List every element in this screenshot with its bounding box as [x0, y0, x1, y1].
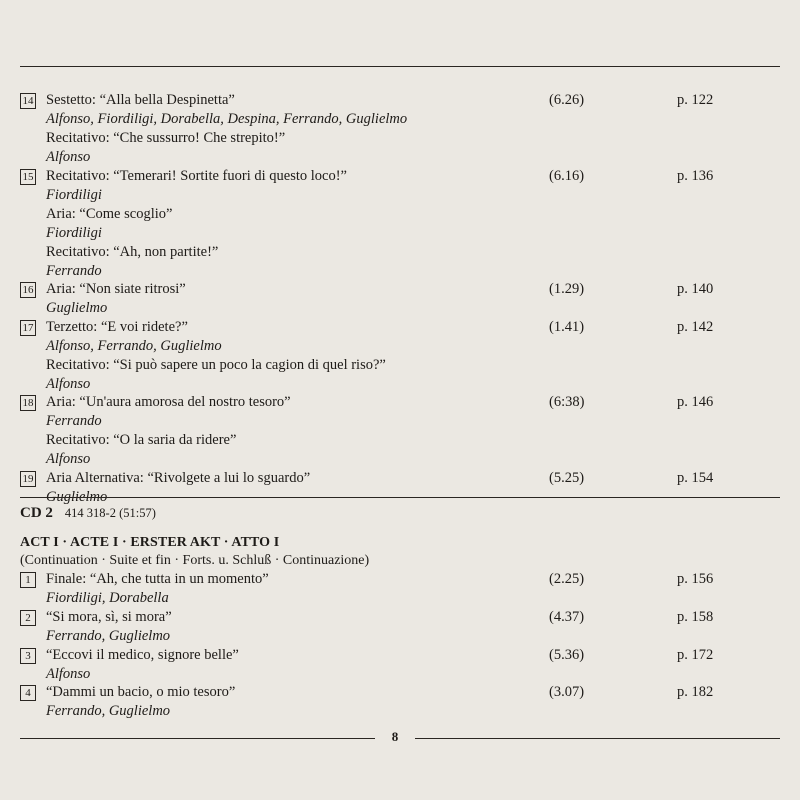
performers-line: [20, 589, 780, 608]
act-heading: ACT I · ACTE I · ERSTER AKT · ATTO I: [20, 535, 280, 550]
track-number: 19: [20, 471, 36, 487]
performers-line: [20, 224, 780, 243]
track-line: [20, 469, 780, 488]
performers-line: [20, 110, 780, 129]
track-title: “Eccovi il medico, signore belle”: [46, 646, 239, 663]
track-entry: [20, 646, 780, 684]
track-number: 15: [20, 169, 36, 185]
track-number: 16: [20, 282, 36, 298]
track-line: [20, 318, 780, 337]
performers: Fiordiligi: [46, 224, 102, 241]
track-page: p. 154: [677, 470, 714, 486]
track-duration: (6:38): [549, 394, 585, 411]
performers-line: [20, 702, 780, 721]
track-number: 4: [20, 685, 36, 701]
performers: Alfonso: [46, 375, 91, 392]
performers: Ferrando, Guglielmo: [46, 703, 171, 720]
track-page: p. 156: [677, 571, 714, 587]
track-page: p. 172: [677, 646, 714, 663]
performers-line: [20, 627, 780, 646]
performers-line: [20, 375, 780, 394]
track-entry: [20, 683, 780, 721]
track-line: [20, 646, 780, 665]
performers: Alfonso: [46, 451, 91, 468]
track-title: Aria: “Non siate ritrosi”: [46, 281, 186, 297]
performers-line: [20, 337, 780, 356]
track-title: Terzetto: “E voi ridete?”: [46, 318, 188, 335]
track-title: “Si mora, sì, si mora”: [46, 608, 172, 625]
track-number: 17: [20, 320, 36, 336]
track-title: Aria: “Come scoglio”: [46, 205, 173, 222]
performers-line: [20, 299, 780, 318]
performers-line: [20, 412, 780, 431]
footer-rule-left: [20, 738, 375, 739]
performers: Alfonso: [46, 149, 91, 165]
track-line: [20, 91, 780, 110]
performers: Ferrando, Guglielmo: [46, 627, 171, 644]
track-line: [20, 280, 780, 299]
track-line: [20, 431, 780, 450]
track-page: p. 136: [677, 167, 714, 184]
track-entry: [20, 91, 780, 167]
top-rule: [20, 66, 780, 67]
performers: Guglielmo: [46, 300, 108, 316]
track-title: Recitativo: “Si può sapere un poco la cagion di quel riso?”: [46, 356, 386, 373]
track-line: [20, 167, 780, 186]
track-duration: (3.07): [549, 684, 585, 701]
track-line: [20, 393, 780, 412]
track-number: 1: [20, 572, 36, 588]
track-title: “Dammi un bacio, o mio tesoro”: [46, 684, 236, 701]
track-duration: (2.25): [549, 571, 585, 587]
track-duration: (6.16): [549, 167, 585, 184]
track-line: [20, 243, 780, 262]
track-entry: [20, 469, 780, 507]
track-page: p. 140: [677, 281, 714, 297]
track-title: Sestetto: “Alla bella Despinetta”: [46, 92, 235, 108]
act-note: (Continuation · Suite et fin · Forts. u. Schluß · Continuazione): [20, 553, 370, 568]
track-line: [20, 129, 780, 148]
track-page: p. 142: [677, 318, 714, 335]
track-entry: [20, 280, 780, 318]
track-duration: (1.29): [549, 281, 585, 297]
track-duration: (4.37): [549, 608, 585, 625]
performers: Alfonso: [46, 665, 91, 682]
track-title: Aria: “Un'aura amorosa del nostro tesoro”: [46, 394, 291, 411]
track-page: p. 158: [677, 608, 714, 625]
track-line: [20, 205, 780, 224]
track-page: p. 182: [677, 684, 714, 701]
track-entry: [20, 393, 780, 469]
track-entry: [20, 608, 780, 646]
track-duration: (6.26): [549, 92, 585, 108]
footer-rule-right: [415, 738, 780, 739]
track-number: 3: [20, 648, 36, 664]
track-line: [20, 570, 780, 589]
performers-line: [20, 148, 780, 167]
track-entry: [20, 318, 780, 394]
performers: Guglielmo: [46, 489, 108, 505]
track-page: p. 146: [677, 394, 714, 411]
track-number: 14: [20, 93, 36, 109]
performers-line: [20, 665, 780, 684]
track-title: Finale: “Ah, che tutta in un momento”: [46, 571, 269, 587]
track-number: 18: [20, 395, 36, 411]
track-entry: [20, 570, 780, 608]
track-line: [20, 608, 780, 627]
track-line: [20, 356, 780, 375]
track-duration: (5.25): [549, 470, 585, 486]
track-title: Recitativo: “O la saria da ridere”: [46, 432, 237, 449]
page-number: 8: [391, 729, 399, 744]
performers: Alfonso, Ferrando, Guglielmo: [46, 337, 222, 354]
track-page: p. 122: [677, 92, 714, 108]
track-entry: [20, 167, 780, 281]
performers-line: [20, 450, 780, 469]
performers: Ferrando: [46, 413, 102, 430]
track-title: Aria Alternativa: “Rivolgete a lui lo sguardo”: [46, 470, 311, 486]
performers: Fiordiligi: [46, 186, 102, 203]
performers: Alfonso, Fiordiligi, Dorabella, Despina, Ferrando, Guglielmo: [46, 111, 408, 127]
cd2-header: [20, 504, 156, 526]
performers-line: [20, 186, 780, 205]
track-title: Recitativo: “Che sussurro! Che strepito!”: [46, 130, 286, 146]
track-title: Recitativo: “Temerari! Sortite fuori di questo loco!”: [46, 167, 347, 184]
section-rule: [20, 497, 780, 498]
track-duration: (5.36): [549, 646, 585, 663]
performers-line: [20, 262, 780, 281]
cd-label: CD 2: [20, 505, 53, 521]
performers: Ferrando: [46, 262, 102, 279]
track-line: [20, 683, 780, 702]
performers: Fiordiligi, Dorabella: [46, 590, 169, 606]
track-duration: (1.41): [549, 318, 585, 335]
cd-catalog: 414 318-2 (51:57): [64, 506, 156, 520]
track-number: 2: [20, 610, 36, 626]
track-title: Recitativo: “Ah, non partite!”: [46, 243, 219, 260]
